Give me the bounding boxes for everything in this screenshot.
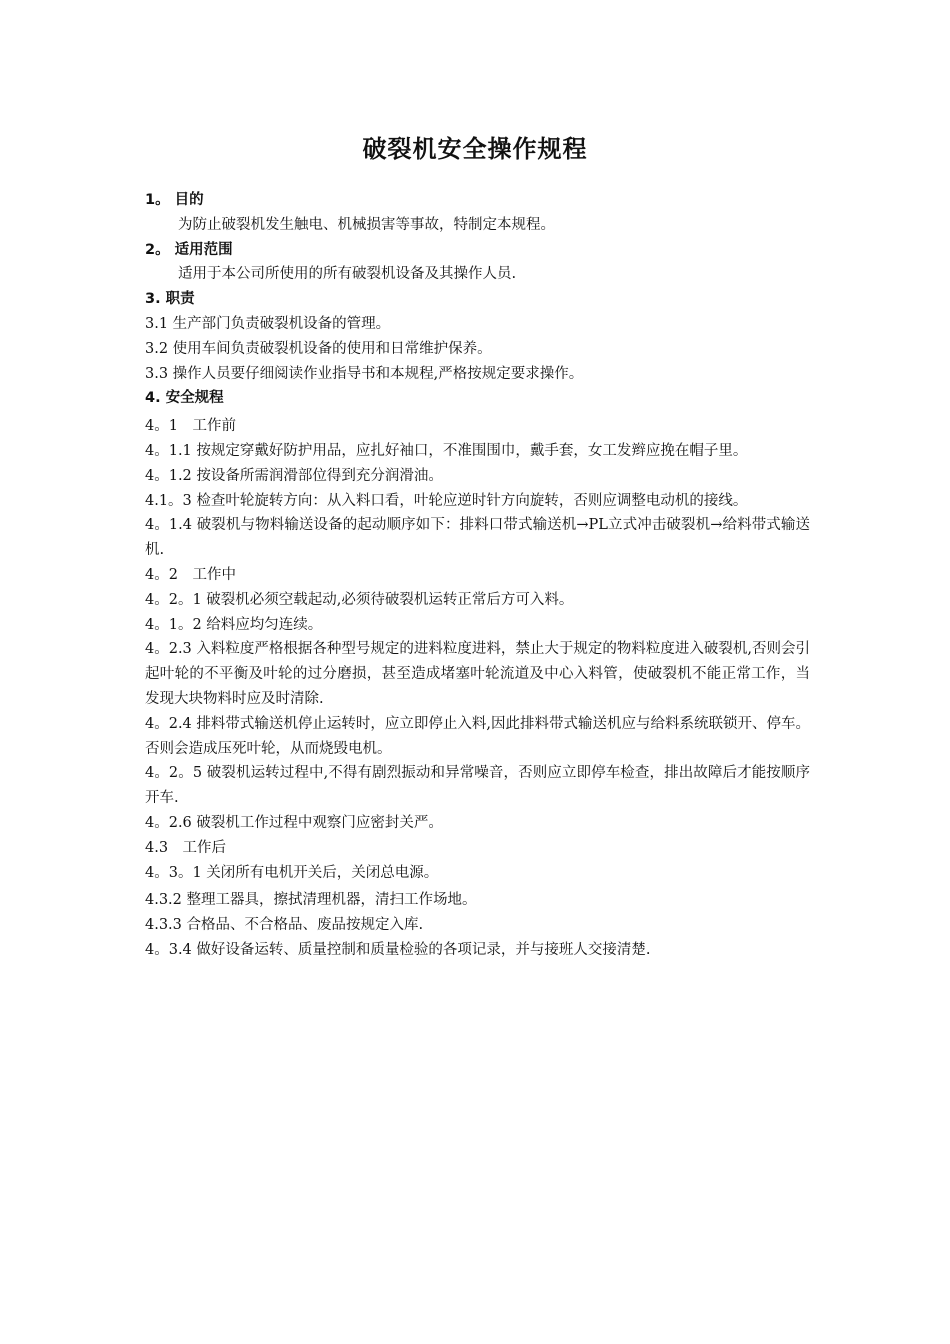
section-heading-purpose: 1。 目的: [145, 192, 204, 208]
document-title: 破裂机安全操作规程: [362, 135, 588, 163]
clause-4-1-2: 4。1.2 按设备所需润滑部位得到充分润滑油。: [145, 467, 443, 484]
clause-3-3: 3.3 操作人员要仔细阅读作业指导书和本规程,严格按规定要求操作。: [145, 365, 584, 382]
subsection-during-work: 4。2 工作中: [145, 566, 236, 583]
clause-4-2-6: 4。2.6 破裂机工作过程中观察门应密封关严。: [145, 814, 443, 831]
clause-4-2-1: 4。2。1 破裂机必须空载起动,必须待破裂机运转正常后方可入料。: [145, 591, 574, 608]
subsection-before-work: 4。1 工作前: [145, 418, 236, 435]
section-heading-safety: 4. 安全规程: [145, 390, 224, 407]
clause-4-2-4: 4。2.4 排料带式输送机停止运转时，应立即停止入料,因此排料带式输送机应与给料系统联锁开、停车。否则会造成压死叶轮，从而烧毁电机。: [145, 715, 810, 757]
clause-4-3-1: 4。3。1 关闭所有电机开关后，关闭总电源。: [145, 864, 439, 881]
clause-4-1-1: 4。1.1 按规定穿戴好防护用品，应扎好袖口，不准围围巾，戴手套，女工发辫应挽在帽子里。: [145, 442, 748, 459]
clause-3-2: 3.2 使用车间负责破裂机设备的使用和日常维护保养。: [145, 340, 492, 357]
section-heading-scope: 2。 适用范围: [145, 241, 233, 258]
clause-4-3-2: 4.3.2 整理工器具，擦拭清理机器，清扫工作场地。: [145, 892, 477, 909]
subsection-after-work: 4.3 工作后: [145, 839, 227, 856]
clause-4-2-3: 4。2.3 入料粒度严格根据各种型号规定的进料粒度进料，禁止大于规定的物料粒度进入破裂机,否则会引起叶轮的不平衡及叶轮的过分磨损，甚至造成堵塞叶轮流道及中心入料管，使破裂机不能正常工作，当发现大块物料时应及时清除.: [145, 641, 810, 707]
section-heading-responsibility: 3. 职责: [145, 291, 195, 308]
clause-4-3-4: 4。3.4 做好设备运转、质量控制和质量检验的各项记录，并与接班人交接清楚.: [145, 941, 651, 958]
clause-4-3-3: 4.3.3 合格品、不合格品、废品按规定入库.: [145, 917, 424, 934]
clause-4-1-4: 4。1.4 破裂机与物料输送设备的起动顺序如下：排料口带式输送机→PL立式冲击破裂机→给料带式输送机.: [145, 517, 810, 559]
clause-4-1-2-feed: 4。1。2 给料应均匀连续。: [145, 616, 323, 633]
clause-4-1-3: 4.1。3 检查叶轮旋转方向：从入料口看，叶轮应逆时针方向旋转，否则应调整电动机的接线。: [145, 492, 748, 509]
clause-3-1: 3.1 生产部门负责破裂机设备的管理。: [145, 315, 391, 332]
paragraph-scope: 适用于本公司所使用的所有破裂机设备及其操作人员.: [178, 266, 517, 283]
document-body: [145, 188, 810, 963]
clause-4-2-5: 4。2。5 破裂机运转过程中,不得有剧烈振动和异常噪音，否则应立即停车检查，排出故障后才能按顺序开车.: [145, 765, 810, 807]
paragraph-purpose: 为防止破裂机发生触电、机械损害等事故，特制定本规程。: [178, 216, 555, 233]
